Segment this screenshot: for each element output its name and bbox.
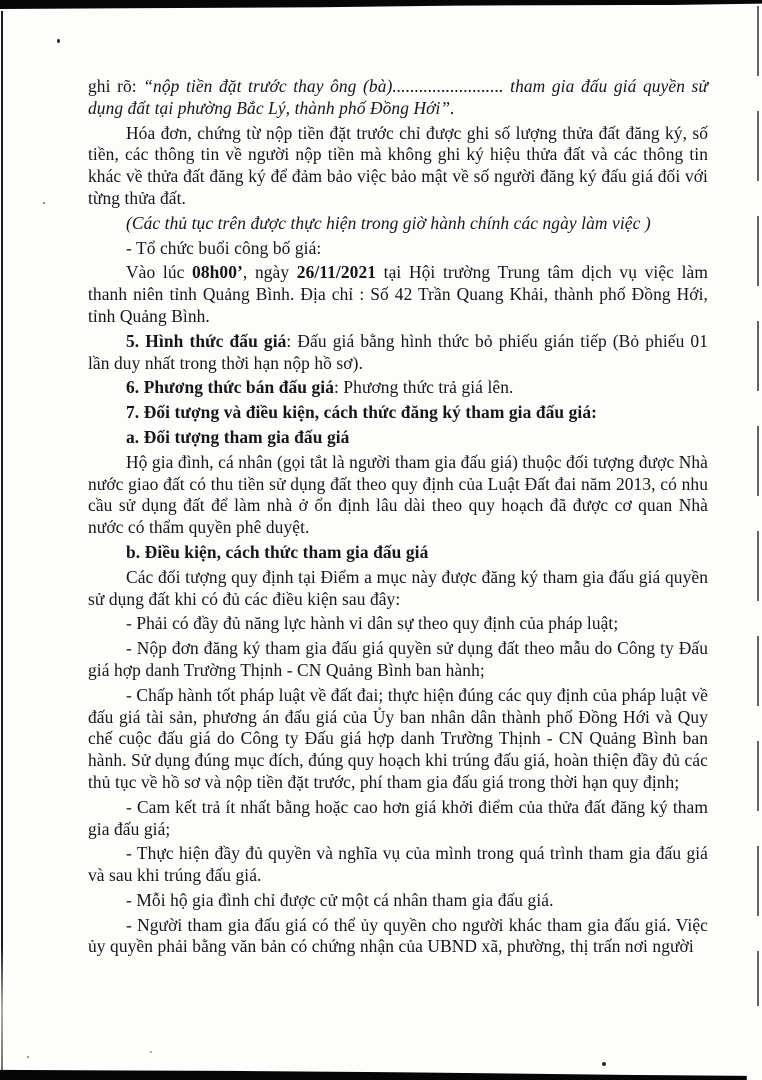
scan-speck xyxy=(602,1062,606,1066)
text-run: Các đối tượng quy định tại Điểm a mục này được đăng ký tham gia đấu giá quyền sử dụng đất khi có đủ các điều kiện sau đây: xyxy=(88,566,708,609)
scan-artifact-right-edge xyxy=(757,6,759,1006)
scan-artifact-left-edge xyxy=(1,11,3,1073)
document-body-text xyxy=(88,76,708,961)
text-run: - Cam kết trả ít nhất bằng hoặc cao hơn giá khởi điểm của thửa đất đăng ký tham gia đấu giá; xyxy=(88,796,708,839)
section-7-doi-tuong-dieu-kien xyxy=(88,402,708,424)
section-heading-run: 5. Hình thức đấu giá xyxy=(126,330,287,351)
subsection-heading-run: b. Điều kiện, cách thức tham gia đấu giá xyxy=(126,541,429,562)
list-item-nang-luc-hanh-vi xyxy=(88,613,708,635)
text-run: - Phải có đầy đủ năng lực hành vi dân sự theo quy định của pháp luật; xyxy=(126,613,619,634)
text-run: Hóa đơn, chứng từ nộp tiền đặt trước chỉ được ghi số lượng thửa đất đăng ký, số tiền, các thông tin về người nộp tiền mà không ghi ký hiệu thửa đất và các thông tin khác về thửa đất đăng ký để đảm bảo việc bảo mật về số người đăng ký đấu giá đối với từng thửa đất. xyxy=(88,122,708,208)
date-value: 26/11/2021 xyxy=(296,262,377,283)
scan-speck xyxy=(57,39,60,43)
scan-artifact-top-band xyxy=(0,0,762,9)
scan-speck xyxy=(150,1051,152,1053)
text-run: , ngày xyxy=(242,262,297,283)
section-heading-run: 6. Phương thức bán đấu giá xyxy=(126,377,335,398)
text-run: tại Hội trường Trung tâm dịch vụ việc làm thanh niên tỉnh Quảng Bình. Địa chỉ : Số 42 Trần Quang Khải, thành phố Đồng Hới, tỉnh Quảng Bình. xyxy=(88,262,708,326)
list-item-to-chuc-cong-bo-gia xyxy=(88,238,708,260)
quoted-italic-run: “nộp tiền đặt trước thay ông (bà)......................... tham gia đấu giá quyền sử dụng đất tại phường Bắc Lý, thành phố Đồng Hới”. xyxy=(88,76,708,118)
scan-speck xyxy=(43,202,45,204)
text-run: - Người tham gia đấu giá có thể ủy quyền cho người khác tham gia đấu giá. Việc ủy quyền phải bằng văn bản có chứng nhận của UBND xã, phường, thị trấn nơi người xyxy=(88,914,708,957)
list-item-nop-don-dang-ky xyxy=(88,638,708,682)
list-item-chap-hanh-phap-luat xyxy=(88,685,708,794)
paragraph-note-working-hours xyxy=(88,213,708,235)
text-run: - Thực hiện đầy đủ quyền và nghĩa vụ của mình trong quá trình tham gia đấu giá và sau khi trúng đấu giá. xyxy=(88,843,708,886)
text-run: : Phương thức trả giá lên. xyxy=(334,377,514,398)
list-item-thuc-hien-quyen-nghia-vu xyxy=(88,843,708,887)
subsection-heading-run: a. Đối tượng tham gia đấu giá xyxy=(126,426,350,447)
text-run: Vào lúc xyxy=(126,262,193,283)
section-heading-run: 7. Đối tượng và điều kiện, cách thức đăng ký tham gia đấu giá: xyxy=(126,402,598,423)
list-item-uy-quyen xyxy=(88,915,708,959)
paragraph-time-location xyxy=(88,262,708,327)
text-run: - Nộp đơn đăng ký tham gia đấu giá quyền sử dụng đất theo mẫu do Công ty Đấu giá hợp danh Trường Thịnh - CN Quảng Bình ban hành; xyxy=(88,638,708,680)
scan-speck xyxy=(27,1056,29,1058)
text-run: - Tổ chức buổi công bố giá: xyxy=(126,237,322,258)
paragraph-ghi-ro-quote xyxy=(88,76,708,120)
text-run: Hộ gia đình, cá nhân (gọi tắt là người tham gia đấu giá) thuộc đối tượng được Nhà nước giao đất có thu tiền sử dụng đất theo quy định của Luật Đất đai năm 2013, có nhu cầu sử dụng đất để làm nhà ở ổn định lâu dài theo quy hoạch đã được cơ quan Nhà nước có thẩm quyền phê duyệt. xyxy=(88,451,708,538)
text-run: ghi rõ: xyxy=(88,76,144,96)
text-run: - Mỗi hộ gia đình chỉ được cử một cá nhân tham gia đấu giá. xyxy=(126,889,554,910)
scan-artifact-bottom-band xyxy=(0,1067,762,1080)
subsection-b-dieu-kien xyxy=(88,542,708,564)
time-value: 08h00’ xyxy=(192,262,243,283)
paragraph-ho-gia-dinh xyxy=(88,452,708,539)
text-run: : Đấu giá bằng hình thức bỏ phiếu gián tiếp (Bỏ phiếu 01 lần duy nhất trong thời hạn nộp hồ sơ). xyxy=(88,330,709,373)
italic-note-run: (Các thủ tục trên được thực hiện trong giờ hành chính các ngày làm việc ) xyxy=(126,212,651,233)
section-6-phuong-thuc-ban-dau-gia xyxy=(88,377,708,399)
paragraph-hoa-don xyxy=(88,123,708,210)
list-item-cam-ket-tra-gia xyxy=(88,797,708,841)
subsection-a-doi-tuong xyxy=(88,427,708,449)
list-item-moi-ho-gia-dinh xyxy=(88,890,708,912)
paragraph-cac-doi-tuong xyxy=(88,567,708,611)
section-5-hinh-thuc-dau-gia xyxy=(88,331,708,375)
text-run: - Chấp hành tốt pháp luật về đất đai; thực hiện đúng các quy định của pháp luật về đấu giá tài sản, phương án đấu giá của Ủy ban nhân dân thành phố Đồng Hới và Quy chế cuộc đấu giá do Công ty Đấu giá hợp danh Trường Thịnh - CN Quảng Bình ban hành. Sử dụng đúng mục đích, đúng quy hoạch khi trúng đấu giá, hoàn thiện đầy đủ các thủ tục về hồ sơ và nộp tiền đặt trước, phí tham gia đấu giá trong thời hạn quy định; xyxy=(88,684,708,792)
